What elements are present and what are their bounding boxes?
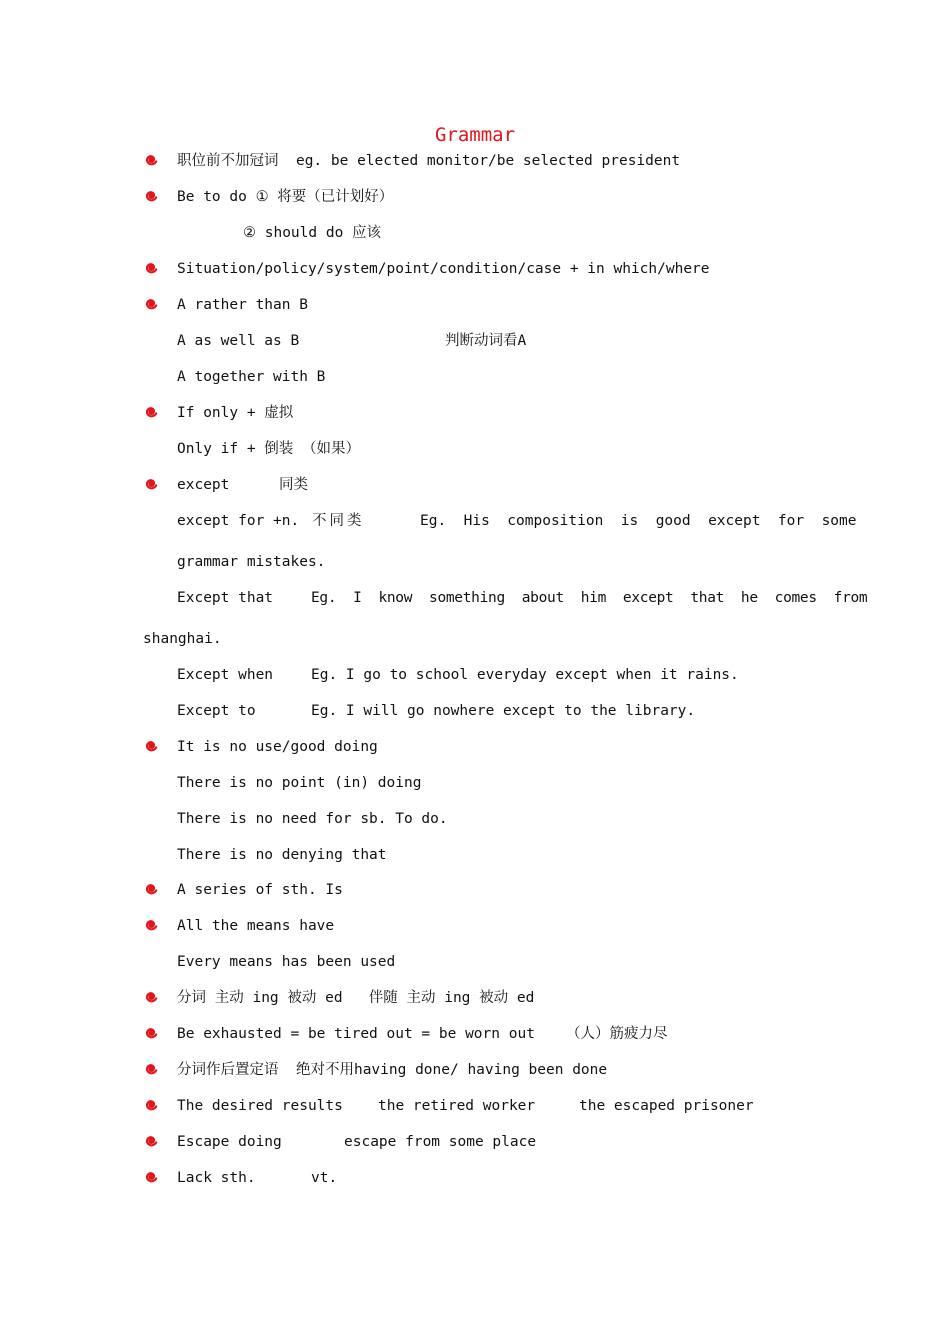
text-line: Be to do ① 将要（已计划好） (177, 189, 394, 205)
text-line: escape from some place (344, 1134, 537, 1150)
spiral-bullet-icon (143, 1169, 159, 1185)
text-line: 分词 主动 ing 被动 ed 伴随 主动 ing 被动 ed (177, 990, 535, 1006)
spiral-bullet-icon (143, 260, 159, 276)
spiral-bullet-icon (143, 738, 159, 754)
text-note: 同类 (279, 477, 308, 493)
text-line: Escape doing (177, 1134, 282, 1150)
spiral-bullet-icon (143, 917, 159, 933)
text-line: A series of sth. Is (177, 882, 343, 898)
spiral-bullet-icon (143, 476, 159, 492)
spiral-bullet-icon (143, 404, 159, 420)
text-line: except for +n. (177, 513, 300, 529)
text-line: the escaped prisoner (579, 1098, 754, 1114)
text-example: Eg. I know something about him except that he comes from (311, 590, 868, 606)
text-line: vt. (311, 1170, 338, 1186)
spiral-bullet-icon (143, 881, 159, 897)
spiral-bullet-icon (143, 1133, 159, 1149)
text-line: If only + 虚拟 (177, 405, 294, 421)
text-line: A as well as B (177, 333, 300, 349)
text-line: It is no use/good doing (177, 739, 378, 755)
text-line: There is no need for sb. To do. (177, 811, 448, 827)
text-note: 判断动词看A (445, 333, 527, 349)
spiral-bullet-icon (143, 152, 159, 168)
spiral-bullet-icon (143, 1025, 159, 1041)
spiral-bullet-icon (143, 296, 159, 312)
text-line: Every means has been used (177, 954, 396, 970)
spiral-bullet-icon (143, 989, 159, 1005)
text-line: the retired worker (378, 1098, 536, 1114)
text-line: grammar mistakes. (177, 554, 326, 570)
text-line: Only if + 倒装 （如果） (177, 441, 361, 457)
text-line: 职位前不加冠词 eg. be elected monitor/be selected president (177, 153, 681, 169)
text-example: Eg. I go to school everyday except when it rains. (311, 667, 739, 683)
text-line: Except to (177, 703, 256, 719)
page-title: Grammar (434, 124, 516, 146)
text-line: Be exhausted = be tired out = be worn out (177, 1026, 535, 1042)
text-line: Except that (177, 590, 274, 606)
text-line: A together with B (177, 369, 326, 385)
text-note: （人）筋疲力尽 (566, 1026, 668, 1042)
text-line: A rather than B (177, 297, 308, 313)
text-example: Eg. His composition is good except for some (420, 513, 857, 529)
text-line: There is no denying that (177, 847, 387, 863)
text-line: 分词作后置定语 绝对不用having done/ having been done (177, 1062, 608, 1078)
spiral-bullet-icon (143, 1061, 159, 1077)
text-note: 不同类 (312, 513, 365, 529)
text-line: The desired results (177, 1098, 343, 1114)
text-line: All the means have (177, 918, 335, 934)
text-line: except (177, 477, 230, 493)
text-example: Eg. I will go nowhere except to the library. (311, 703, 696, 719)
text-line: shanghai. (143, 631, 222, 647)
text-line: Lack sth. (177, 1170, 256, 1186)
spiral-bullet-icon (143, 1097, 159, 1113)
spiral-bullet-icon (143, 188, 159, 204)
text-line: Except when (177, 667, 274, 683)
text-line: There is no point (in) doing (177, 775, 422, 791)
text-line: Situation/policy/system/point/condition/case + in which/where (177, 261, 710, 277)
text-line: ② should do 应该 (243, 225, 382, 241)
